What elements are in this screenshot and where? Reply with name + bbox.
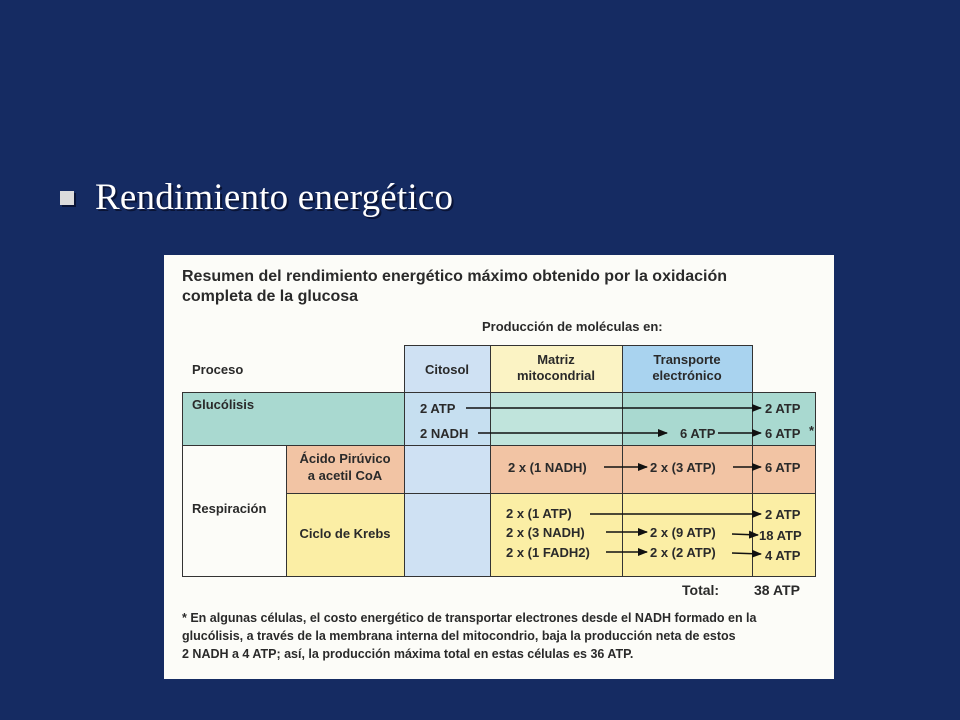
pyruvate-label-line-2: a acetil CoA xyxy=(307,468,383,483)
krebs-total-fadh2: 4 ATP xyxy=(765,548,801,563)
krebs-label: Ciclo de Krebs xyxy=(299,526,391,541)
cytosol-column-header: Citosol xyxy=(424,362,470,377)
footnote-line-1: * En algunas células, el costo energético de transportar electrones desde el NADH formado en la xyxy=(182,611,757,625)
transport-column-header-line-1: Transporte xyxy=(653,352,721,367)
bullet-icon xyxy=(60,191,74,205)
footnote-line-3: 2 NADH a 4 ATP; así, la producción máxima total en estas células es 36 ATP. xyxy=(182,647,634,661)
total-label: Total: xyxy=(682,582,720,598)
pyruvate-matrix-value: 2 x (1 NADH) xyxy=(508,460,587,475)
pyruvate-transport-value: 2 x (3 ATP) xyxy=(650,460,716,475)
glycolysis-total-atp: 2 ATP xyxy=(765,401,801,416)
arrow-krebs-nadh-total xyxy=(732,534,758,535)
footnote-mark: * xyxy=(809,423,815,438)
krebs-matrix-fadh2: 2 x (1 FADH2) xyxy=(506,545,590,560)
footnote-line-2: glucólisis, a través de la membrana interna del mitocondrio, baja la producción neta de estos xyxy=(182,629,736,643)
glycolysis-transport-atp: 6 ATP xyxy=(680,426,716,441)
glycolysis-cytosol-atp: 2 ATP xyxy=(420,401,456,416)
table-title-line-1: Resumen del rendimiento energético máximo obtenido por la oxidación xyxy=(182,268,727,285)
energy-yield-table xyxy=(164,255,834,679)
krebs-total-atp: 2 ATP xyxy=(765,507,801,522)
krebs-total-nadh: 18 ATP xyxy=(759,528,802,543)
krebs-matrix-nadh: 2 x (3 NADH) xyxy=(506,525,585,540)
slide-heading: Rendimiento energético xyxy=(95,177,454,218)
pyruvate-label-line-1: Ácido Pirúvico xyxy=(299,451,391,466)
table-title-line-2: completa de la glucosa xyxy=(182,288,359,305)
glycolysis-nadh-total-atp: 6 ATP xyxy=(765,426,801,441)
krebs-transport-nadh: 2 x (9 ATP) xyxy=(650,525,716,540)
arrow-krebs-fadh2-total xyxy=(732,553,761,554)
glycolysis-cytosol-nadh: 2 NADH xyxy=(420,426,469,441)
pyruvate-total-value: 6 ATP xyxy=(765,460,801,475)
krebs-matrix-atp: 2 x (1 ATP) xyxy=(506,506,572,521)
process-column-header: Proceso xyxy=(192,362,244,377)
matrix-column-header-line-2: mitocondrial xyxy=(516,368,595,383)
krebs-transport-fadh2: 2 x (2 ATP) xyxy=(650,545,716,560)
matrix-column-header-line-1: Matriz xyxy=(537,352,575,367)
respiration-label: Respiración xyxy=(192,501,267,516)
total-value: 38 ATP xyxy=(754,582,800,598)
transport-column-header-line-2: electrónico xyxy=(652,368,722,383)
glycolysis-label: Glucólisis xyxy=(192,397,255,412)
production-header: Producción de moléculas en: xyxy=(482,319,663,334)
